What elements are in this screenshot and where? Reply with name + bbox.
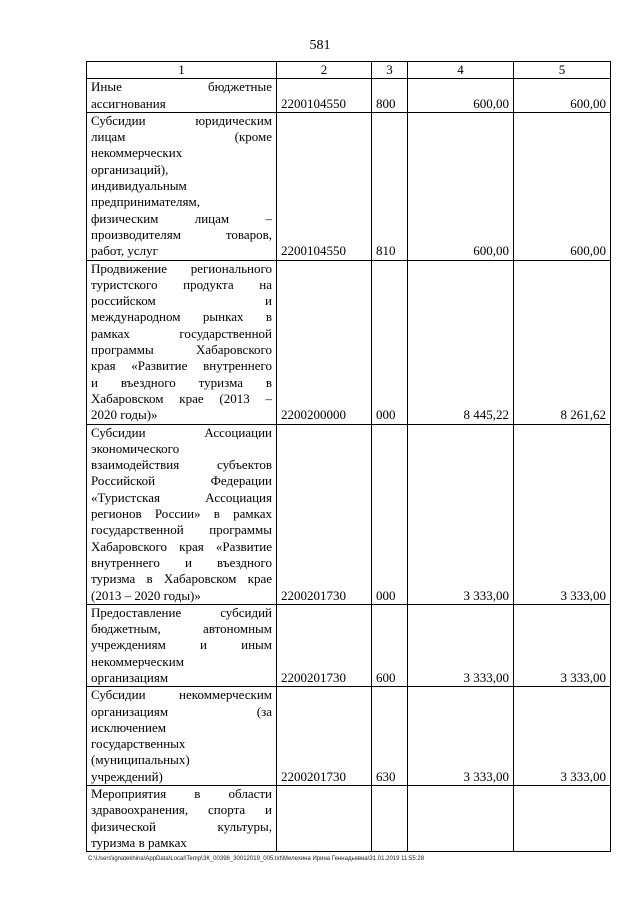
target-code-cell: 2200200000: [277, 260, 372, 424]
column-header: 4: [408, 62, 514, 79]
amount-2020-cell: 600,00: [514, 79, 611, 113]
description-line: некоммерческих: [91, 145, 183, 161]
amount-2020-cell: 600,00: [514, 112, 611, 260]
amount-2019-cell: 600,00: [408, 112, 514, 260]
description-line: программы Хабаровского: [91, 342, 272, 358]
description-line: российском и: [91, 293, 272, 309]
amount-2020-cell: 3 333,00: [514, 604, 611, 686]
row-description: [87, 424, 277, 604]
header-row: [87, 62, 611, 79]
description-line: исключением: [91, 719, 166, 735]
table-row: [87, 112, 611, 260]
description-line: бюджетным, автономным: [91, 621, 272, 637]
description-line: «Туристская Ассоциация: [91, 489, 272, 505]
column-header: 1: [87, 62, 277, 79]
description-line: производителям товаров,: [91, 226, 272, 242]
table-row: [87, 260, 611, 424]
column-header: 2: [277, 62, 372, 79]
file-path-footer: C:\Users\ignatekhina\AppData\Local\Temp\ЗК_00398_30012019_005.txt\Мелехина Ирина Геннадьевна\31.01.2019 11:55:28: [88, 856, 425, 862]
description-line: взаимодействия субъектов: [91, 457, 272, 473]
description-line: туристского продукта на: [91, 276, 272, 292]
description-line: (2013 – 2020 годы)»: [91, 587, 201, 603]
description-line: государственных: [91, 736, 186, 752]
row-description: [87, 786, 277, 852]
row-description: [87, 79, 277, 113]
description-line: международном рынках в: [91, 309, 272, 325]
budget-table: [86, 61, 611, 852]
description-line: Хабаровском крае (2013 –: [91, 390, 272, 406]
amount-2019-cell: 3 333,00: [408, 424, 514, 604]
target-code-cell: [277, 786, 372, 852]
description-line: организаций),: [91, 161, 169, 177]
table-row: [87, 786, 611, 852]
description-line: индивидуальным: [91, 178, 187, 194]
description-line: туризма в рамках: [91, 834, 187, 850]
description-line: и въездного туризма в: [91, 374, 272, 390]
table-row: [87, 604, 611, 686]
column-header: 5: [514, 62, 611, 79]
description-line: организациям: [91, 669, 169, 685]
amount-2020-cell: 8 261,62: [514, 260, 611, 424]
expense-kind-cell: [372, 786, 408, 852]
description-line: государственной программы: [91, 522, 272, 538]
description-line: Мероприятия в области: [91, 786, 272, 802]
description-line: организациям (за: [91, 703, 272, 719]
target-code-cell: 2200104550: [277, 112, 372, 260]
table-row: [87, 79, 611, 113]
table-row: [87, 424, 611, 604]
expense-kind-cell: 630: [372, 687, 408, 786]
amount-2019-cell: 600,00: [408, 79, 514, 113]
expense-kind-cell: 800: [372, 79, 408, 113]
page-number: 581: [309, 38, 331, 53]
description-line: Российской Федерации: [91, 473, 272, 489]
description-line: учреждениям и иным: [91, 637, 272, 653]
description-line: туризма в Хабаровском крае: [91, 571, 272, 587]
description-line: 2020 годы)»: [91, 407, 158, 423]
row-description: [87, 260, 277, 424]
description-line: Субсидии некоммерческим: [91, 687, 272, 703]
description-line: рамках государственной: [91, 325, 272, 341]
description-line: работ, услуг: [91, 243, 159, 259]
amount-2019-cell: 3 333,00: [408, 687, 514, 786]
target-code-cell: 2200201730: [277, 604, 372, 686]
description-line: предпринимателям,: [91, 194, 200, 210]
amount-2020-cell: 3 333,00: [514, 687, 611, 786]
target-code-cell: 2200104550: [277, 79, 372, 113]
description-line: внутреннего и въездного: [91, 554, 272, 570]
description-line: физической культуры,: [91, 818, 272, 834]
description-line: здравоохранения, спорта и: [91, 802, 272, 818]
table-row: [87, 687, 611, 786]
description-line: некоммерческим: [91, 653, 184, 669]
amount-2020-cell: 3 333,00: [514, 424, 611, 604]
description-line: Хабаровского края «Развитие: [91, 538, 272, 554]
expense-kind-cell: 810: [372, 112, 408, 260]
description-line: Продвижение регионального: [91, 260, 272, 276]
row-description: [87, 604, 277, 686]
description-line: края «Развитие внутреннего: [91, 358, 272, 374]
amount-2019-cell: 3 333,00: [408, 604, 514, 686]
row-description: [87, 687, 277, 786]
description-line: Субсидии юридическим: [91, 112, 272, 128]
description-line: физическим лицам –: [91, 210, 272, 226]
expense-kind-cell: 600: [372, 604, 408, 686]
description-line: регионов России» в рамках: [91, 506, 272, 522]
amount-2019-cell: [408, 786, 514, 852]
description-line: Субсидии Ассоциации: [91, 424, 272, 440]
description-line: лицам (кроме: [91, 129, 272, 145]
expense-kind-cell: 000: [372, 424, 408, 604]
description-line: Предоставление субсидий: [91, 604, 272, 620]
target-code-cell: 2200201730: [277, 687, 372, 786]
amount-2019-cell: 8 445,22: [408, 260, 514, 424]
column-header: 3: [372, 62, 408, 79]
expense-kind-cell: 000: [372, 260, 408, 424]
row-description: [87, 112, 277, 260]
description-line: Иные бюджетные: [91, 79, 272, 95]
description-line: (муниципальных): [91, 752, 190, 768]
amount-2020-cell: [514, 786, 611, 852]
description-line: экономического: [91, 440, 180, 456]
description-line: ассигнования: [91, 95, 166, 111]
description-line: учреждений): [91, 768, 163, 784]
target-code-cell: 2200201730: [277, 424, 372, 604]
